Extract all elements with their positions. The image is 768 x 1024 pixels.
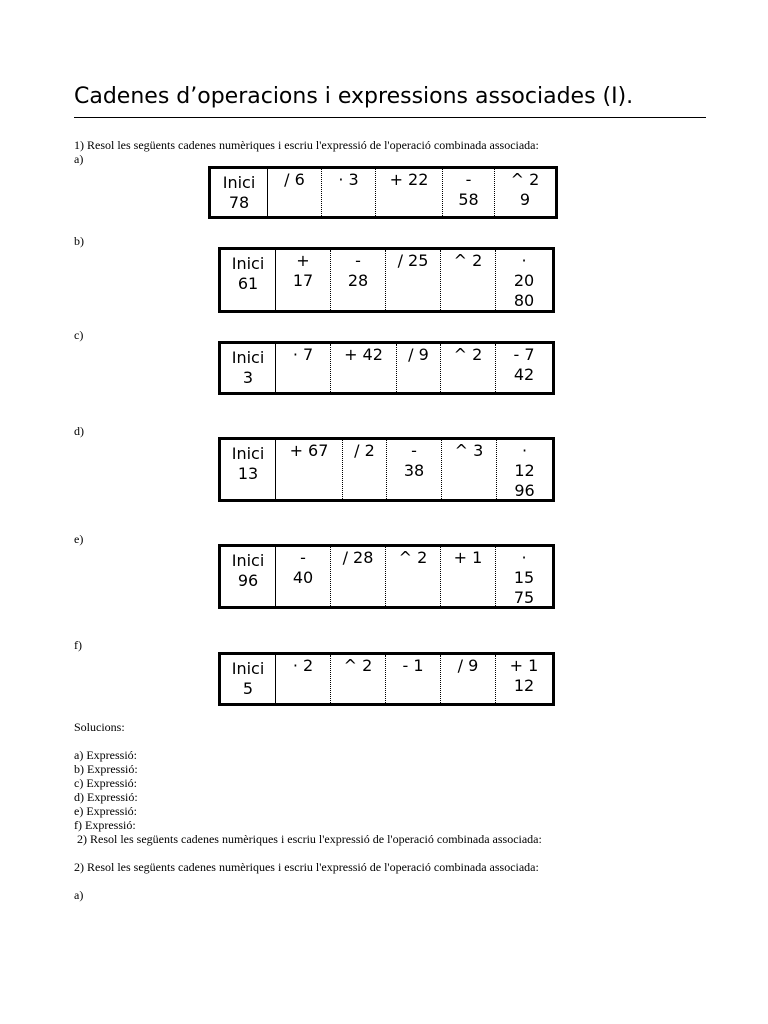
- chain-operation-cell: [386, 547, 441, 606]
- operation-text: ^ 2: [398, 548, 428, 567]
- chain-start-cell: [221, 250, 276, 310]
- chain-operation-cell: [497, 440, 552, 499]
- operation-result: 12: [514, 461, 535, 480]
- chain-operation-cell: [331, 655, 386, 703]
- operation-text: / 9: [457, 656, 479, 675]
- operation-text: ^ 2: [453, 345, 483, 364]
- solutions-heading: Solucions:: [74, 720, 125, 734]
- chain-start-cell: [221, 344, 276, 392]
- chain-operation-cell: [331, 344, 397, 392]
- operation-text: ·: [521, 548, 527, 567]
- exercise2-label-a: a): [74, 888, 84, 902]
- chain-operation-cell: [343, 440, 387, 499]
- operation-text: - 1: [402, 656, 424, 675]
- operation-text: / 2: [354, 441, 375, 460]
- chain-operation-cell: [331, 547, 386, 606]
- chain-label-e: e): [74, 532, 84, 546]
- chain-operation-cell: [276, 440, 343, 499]
- chain-operation-cell: [441, 250, 496, 310]
- operation-chain-f: [218, 652, 555, 706]
- operation-result: 9: [519, 190, 531, 209]
- chain-operation-cell: [496, 250, 552, 310]
- chain-operation-cell: [442, 440, 497, 499]
- operation-text: -: [465, 170, 472, 189]
- operation-result: 96: [514, 481, 535, 499]
- operation-text: -: [300, 548, 306, 567]
- operation-text: ^ 2: [453, 251, 483, 270]
- chain-operation-cell: [441, 547, 496, 606]
- chain-label-d: d): [74, 424, 84, 438]
- operation-text: / 28: [342, 548, 374, 567]
- operation-text: -: [355, 251, 361, 270]
- operation-text: / 9: [408, 345, 429, 364]
- chain-label-f: f): [74, 638, 82, 652]
- chain-label-a: a): [74, 152, 84, 166]
- operation-result: 38: [403, 461, 425, 480]
- operation-text: ·: [521, 251, 527, 270]
- chain-operation-cell: [397, 344, 441, 392]
- chain-operation-cell: [496, 547, 552, 606]
- solution-line-a: a) Expressió:: [74, 748, 137, 762]
- title-rule: [74, 117, 706, 118]
- operation-result: 75: [513, 588, 535, 606]
- operation-text: · 7: [292, 345, 314, 364]
- operation-result: 40: [292, 568, 314, 587]
- operation-text: · 3: [338, 170, 359, 189]
- start-value: 61: [237, 274, 259, 293]
- operation-result: 80: [513, 291, 535, 310]
- chain-operation-cell: [276, 547, 331, 606]
- solution-line-c: c) Expressió:: [74, 776, 137, 790]
- exercise1-instruction: 1) Resol les següents cadenes numèriques i escriu l'expressió de l'operació combinada associada:: [74, 138, 539, 152]
- chain-start-cell: [221, 655, 276, 703]
- chain-operation-cell: [496, 655, 552, 703]
- chain-operation-cell: [386, 250, 441, 310]
- operation-text: + 22: [389, 170, 429, 189]
- operation-chain-b: [218, 247, 555, 313]
- operation-text: · 2: [292, 656, 314, 675]
- chain-operation-cell: [331, 250, 386, 310]
- start-label: Inici: [231, 348, 265, 367]
- chain-operation-cell: [387, 440, 442, 499]
- operation-text: ^ 2: [510, 170, 540, 189]
- chain-operation-cell: [443, 169, 495, 216]
- repeat-instruction: 2) Resol les següents cadenes numèriques i escriu l'expressió de l'operació combinada associada:: [74, 832, 542, 846]
- solution-line-d: d) Expressió:: [74, 790, 138, 804]
- chain-operation-cell: [376, 169, 443, 216]
- solution-line-f: f) Expressió:: [74, 818, 136, 832]
- chain-label-c: c): [74, 328, 84, 342]
- chain-operation-cell: [441, 344, 496, 392]
- operation-text: ^ 3: [454, 441, 484, 460]
- start-value: 96: [237, 571, 259, 590]
- start-value: 3: [242, 368, 254, 387]
- chain-operation-cell: [495, 169, 555, 216]
- start-label: Inici: [231, 444, 265, 463]
- operation-text: -: [411, 441, 417, 460]
- operation-result: 42: [513, 365, 535, 384]
- chain-start-cell: [211, 169, 268, 216]
- operation-chain-a: [208, 166, 558, 219]
- start-label: Inici: [231, 254, 265, 273]
- start-value: 13: [237, 464, 259, 483]
- operation-text: ^ 2: [343, 656, 373, 675]
- chain-operation-cell: [276, 344, 331, 392]
- chain-start-cell: [221, 547, 276, 606]
- chain-operation-cell: [268, 169, 322, 216]
- operation-result: 58: [458, 190, 479, 209]
- operation-text: + 67: [289, 441, 329, 460]
- operation-result: 20: [513, 271, 535, 290]
- operation-text: + 42: [344, 345, 383, 364]
- operation-text: ·: [521, 441, 528, 460]
- operation-text: + 1: [453, 548, 483, 567]
- operation-text: / 6: [284, 170, 305, 189]
- solution-line-b: b) Expressió:: [74, 762, 138, 776]
- chain-operation-cell: [496, 344, 552, 392]
- operation-text: +: [296, 251, 310, 270]
- operation-chain-d: [218, 437, 555, 502]
- start-label: Inici: [222, 173, 256, 192]
- solution-line-e: e) Expressió:: [74, 804, 137, 818]
- chain-operation-cell: [322, 169, 376, 216]
- start-value: 5: [242, 679, 254, 698]
- operation-result: 28: [347, 271, 369, 290]
- operation-result: 12: [513, 676, 535, 695]
- chain-operation-cell: [441, 655, 496, 703]
- operation-chain-e: [218, 544, 555, 609]
- operation-result: 17: [292, 271, 314, 290]
- operation-result: 15: [513, 568, 535, 587]
- start-value: 78: [228, 193, 250, 212]
- chain-operation-cell: [276, 250, 331, 310]
- start-label: Inici: [231, 551, 265, 570]
- operation-chain-c: [218, 341, 555, 395]
- chain-start-cell: [221, 440, 276, 499]
- page-title: Cadenes d’operacions i expressions associades (I).: [74, 84, 634, 109]
- chain-operation-cell: [276, 655, 331, 703]
- exercise2-instruction: 2) Resol les següents cadenes numèriques i escriu l'expressió de l'operació combinada associada:: [74, 860, 539, 874]
- chain-operation-cell: [386, 655, 441, 703]
- operation-text: - 7: [513, 345, 535, 364]
- start-label: Inici: [231, 659, 265, 678]
- operation-text: + 1: [509, 656, 539, 675]
- operation-text: / 25: [397, 251, 429, 270]
- chain-label-b: b): [74, 234, 84, 248]
